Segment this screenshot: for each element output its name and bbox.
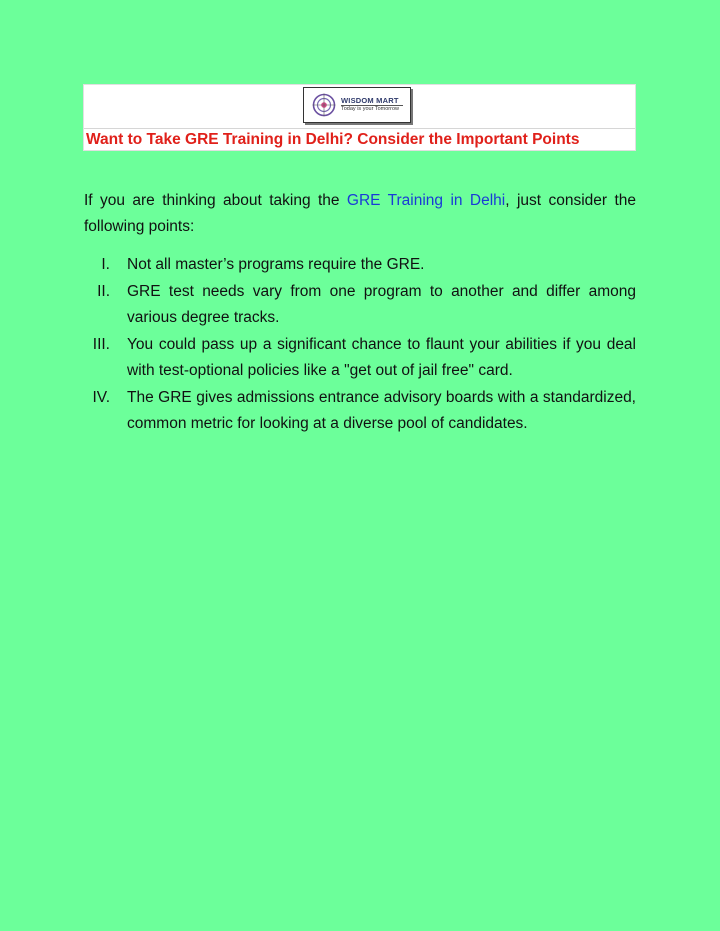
logo-tagline: Today is your Tomorrow bbox=[341, 106, 399, 112]
points-list bbox=[84, 252, 636, 438]
list-item bbox=[84, 252, 636, 279]
list-item-text: You could pass up a significant chance to flaunt your abilities if you deal with test-optional policies like a "get out of jail free" card. bbox=[127, 335, 636, 379]
list-item-number: IV. bbox=[92, 388, 110, 406]
list-item-number: II. bbox=[97, 282, 110, 300]
header-divider bbox=[84, 128, 635, 129]
list-item-text: GRE test needs vary from one program to another and differ among various degree tracks. bbox=[127, 282, 636, 326]
target-logo-icon bbox=[312, 93, 336, 117]
list-item-text: The GRE gives admissions entrance advisory boards with a standardized, common metric for looking at a diverse pool of candidates. bbox=[127, 388, 636, 432]
intro-paragraph bbox=[84, 188, 636, 240]
list-item-text: Not all master’s programs require the GRE. bbox=[127, 256, 425, 273]
list-item-number: III. bbox=[92, 335, 110, 353]
list-item-number: I. bbox=[101, 256, 110, 273]
gre-training-link[interactable]: GRE Training in Delhi bbox=[346, 192, 506, 209]
list-item bbox=[84, 332, 636, 385]
list-item bbox=[84, 385, 636, 438]
wisdom-mart-logo[interactable] bbox=[303, 87, 411, 123]
header-banner bbox=[83, 84, 636, 151]
page-title: Want to Take GRE Training in Delhi? Consider the Important Points bbox=[86, 131, 580, 148]
intro-text-start: If you are thinking about taking the bbox=[84, 192, 347, 209]
logo-brand-text: WISDOM MART bbox=[341, 96, 399, 105]
intro-text-end: , just consider the following points: bbox=[84, 192, 636, 235]
list-item bbox=[84, 279, 636, 332]
